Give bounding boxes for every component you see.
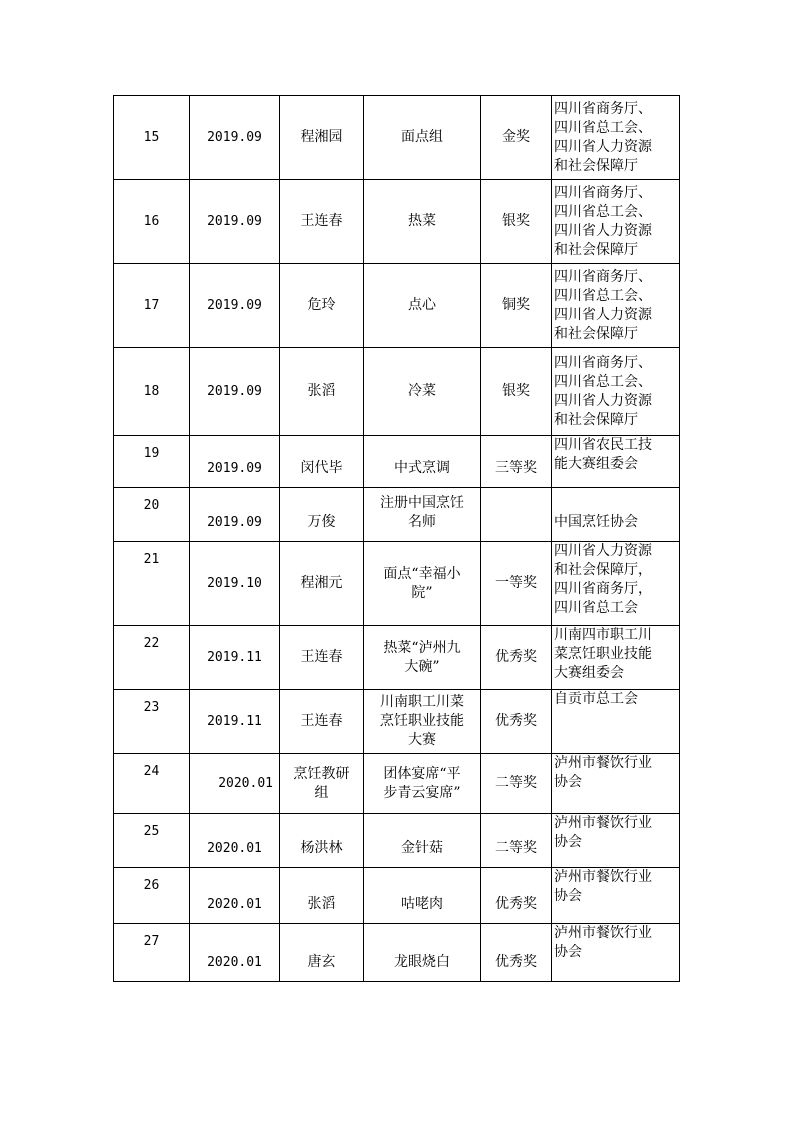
table-row [114, 924, 680, 982]
cell-issuer: 中国烹饪协会 [552, 488, 680, 542]
cell-item: 中式烹调 [364, 436, 481, 488]
awards-table [113, 95, 680, 982]
cell-item: 咕咾肉 [364, 868, 481, 924]
cell-name: 唐玄 [280, 924, 364, 982]
cell-issuer: 泸州市餐饮行业 协会 [552, 754, 680, 814]
cell-no: 24 [114, 754, 190, 814]
cell-issuer: 四川省商务厅、 四川省总工会、 四川省人力资源 和社会保障厅 [552, 264, 680, 348]
cell-issuer: 四川省商务厅、 四川省总工会、 四川省人力资源 和社会保障厅 [552, 348, 680, 436]
cell-name: 王连春 [280, 180, 364, 264]
cell-award: 一等奖 [481, 542, 552, 626]
cell-item: 注册中国烹饪 名师 [364, 488, 481, 542]
cell-item: 面点“幸福小 院” [364, 542, 481, 626]
cell-name: 张滔 [280, 348, 364, 436]
table-row [114, 180, 680, 264]
cell-item: 冷菜 [364, 348, 481, 436]
cell-date: 2019.10 [190, 542, 280, 626]
table-row [114, 754, 680, 814]
cell-name: 烹饪教研 组 [280, 754, 364, 814]
cell-date: 2019.11 [190, 626, 280, 690]
cell-item: 金针菇 [364, 814, 481, 868]
table-row [114, 436, 680, 488]
cell-name: 王连春 [280, 690, 364, 754]
cell-date: 2019.11 [190, 690, 280, 754]
cell-no: 20 [114, 488, 190, 542]
cell-issuer: 泸州市餐饮行业 协会 [552, 814, 680, 868]
cell-no: 19 [114, 436, 190, 488]
cell-award: 优秀奖 [481, 690, 552, 754]
cell-name: 王连春 [280, 626, 364, 690]
cell-no: 23 [114, 690, 190, 754]
table-row [114, 690, 680, 754]
cell-no: 26 [114, 868, 190, 924]
cell-no: 18 [114, 348, 190, 436]
cell-no: 17 [114, 264, 190, 348]
cell-item: 热菜 [364, 180, 481, 264]
cell-no: 16 [114, 180, 190, 264]
cell-no: 22 [114, 626, 190, 690]
cell-no: 27 [114, 924, 190, 982]
cell-issuer: 四川省农民工技 能大赛组委会 [552, 436, 680, 488]
cell-date: 2019.09 [190, 96, 280, 180]
cell-date: 2019.09 [190, 436, 280, 488]
cell-item: 热菜“泸州九 大碗” [364, 626, 481, 690]
cell-item: 面点组 [364, 96, 481, 180]
cell-award: 三等奖 [481, 436, 552, 488]
cell-award: 铜奖 [481, 264, 552, 348]
cell-award: 优秀奖 [481, 626, 552, 690]
cell-no: 15 [114, 96, 190, 180]
cell-item: 川南职工川菜 烹饪职业技能 大赛 [364, 690, 481, 754]
cell-name: 危玲 [280, 264, 364, 348]
cell-issuer: 四川省人力资源 和社会保障厅， 四川省商务厅， 四川省总工会 [552, 542, 680, 626]
cell-issuer: 泸州市餐饮行业 协会 [552, 924, 680, 982]
cell-name: 程湘元 [280, 542, 364, 626]
table-row [114, 542, 680, 626]
cell-item: 点心 [364, 264, 481, 348]
cell-name: 万俊 [280, 488, 364, 542]
cell-name: 杨洪林 [280, 814, 364, 868]
cell-award: 优秀奖 [481, 868, 552, 924]
cell-award: 二等奖 [481, 814, 552, 868]
cell-item: 龙眼烧白 [364, 924, 481, 982]
table-row [114, 814, 680, 868]
table-row [114, 626, 680, 690]
awards-table-body [114, 96, 680, 982]
table-row [114, 868, 680, 924]
cell-award: 银奖 [481, 180, 552, 264]
table-row [114, 348, 680, 436]
cell-date: 2020.01 [190, 868, 280, 924]
table-row [114, 264, 680, 348]
cell-issuer: 四川省商务厅、 四川省总工会、 四川省人力资源 和社会保障厅 [552, 180, 680, 264]
cell-award: 优秀奖 [481, 924, 552, 982]
cell-date: 2019.09 [190, 488, 280, 542]
cell-issuer: 川南四市职工川 菜烹饪职业技能 大赛组委会 [552, 626, 680, 690]
cell-award: 银奖 [481, 348, 552, 436]
cell-no: 25 [114, 814, 190, 868]
cell-item: 团体宴席“平 步青云宴席” [364, 754, 481, 814]
table-row [114, 488, 680, 542]
cell-name: 程湘园 [280, 96, 364, 180]
cell-no: 21 [114, 542, 190, 626]
cell-award: 二等奖 [481, 754, 552, 814]
cell-date: 2020.01 [190, 924, 280, 982]
cell-date: 2020.01 [190, 754, 280, 814]
cell-award: 金奖 [481, 96, 552, 180]
table-row [114, 96, 680, 180]
cell-issuer: 泸州市餐饮行业 协会 [552, 868, 680, 924]
cell-date: 2020.01 [190, 814, 280, 868]
cell-name: 张滔 [280, 868, 364, 924]
cell-date: 2019.09 [190, 348, 280, 436]
cell-issuer: 自贡市总工会 [552, 690, 680, 754]
cell-date: 2019.09 [190, 180, 280, 264]
cell-issuer: 四川省商务厅、 四川省总工会、 四川省人力资源 和社会保障厅 [552, 96, 680, 180]
cell-name: 闵代毕 [280, 436, 364, 488]
cell-award [481, 488, 552, 542]
cell-date: 2019.09 [190, 264, 280, 348]
